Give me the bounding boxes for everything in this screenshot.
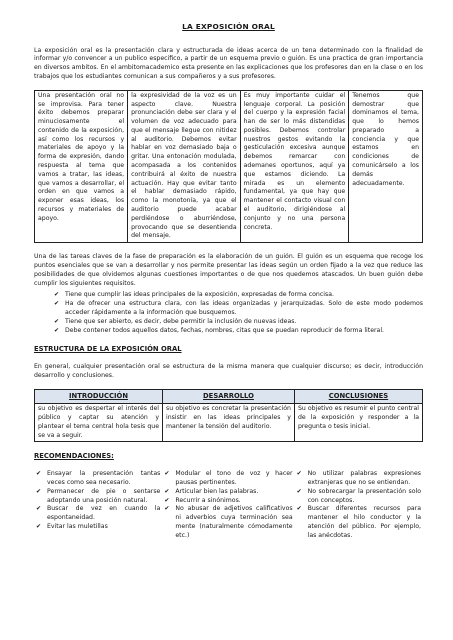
cell-desarrollo: su objetivo es concretar la presentación insistir en las ideas principales y mantener la tensión del auditorio. — [163, 404, 295, 442]
header-conclusiones: CONCLUSIONES — [294, 389, 422, 404]
list-item: ✔ Ha de ofrecer una estructura clara, con las ideas organizadas y jerarquizadas. Solo de este modo podemos acceder rápidamente a la información que busquemos. — [54, 300, 423, 318]
recomendaciones-heading: RECOMENDACIONES: — [34, 452, 114, 461]
list-item: ✔ Modular el tono de voz y hacer pausas pertinentes. — [164, 470, 292, 488]
list-item: ✔ Ensayar la presentación tantas veces como sea necesario. — [36, 470, 160, 488]
estructura-heading: ESTRUCTURA DE LA EXPOSICIÓN ORAL — [34, 345, 182, 354]
recomendaciones-col-3 — [295, 470, 423, 540]
list-item: ✔ Tiene que cumplir las ideas principales de la exposición, expresadas de forma concisa. — [54, 291, 423, 300]
list-item: ✔ No utilizar palabras expresiones extranjeras que no se entiendan. — [297, 470, 421, 488]
list-item: ✔ Tiene que ser abierto, es decir, debe permitir la inclusión de nuevas ideas. — [54, 318, 423, 327]
estructura-table — [34, 389, 423, 443]
list-item: ✔ Articular bien las palabras. — [164, 488, 292, 497]
list-item: ✔ No abusar de adjetivos calificativos ni adverbios cuya terminación sea mente (naturalmente cómodamente etc.) — [164, 505, 292, 540]
table-cell-lenguaje-corporal: Es muy importante cuidar el lenguaje corporal. La posición del cuerpo y la expresión facial han de ser lo más distendidas posibles. Debemos controlar nuestros gestos evitando la gesticulación excesiva aunque debemos remarcar con ademanes oportunos, aquí ya que estamos diciendo. La mirada es un elemento fundamental, ya que hay que mantener el contacto visual con el auditorio, dirigiéndose al conjunto y no una persona concreta. — [240, 90, 349, 243]
estructura-paragraph: En general, cualquier presentación oral se estructura de la misma manera que cualquier discurso; es decir, introducción desarrollo y conclusiones. — [34, 363, 423, 379]
list-item: ✔ No sobrecargar la presentación solo con conceptos. — [297, 488, 421, 506]
intro-paragraph: La exposición oral es la presentación clara y estructurada de ideas acerca de un tena determinado con la finalidad de informar y/o convencer a un publico especifico, a partir de un esquema previo o guión. Es una practica de gran importancia en diversos ambitos. En el ambitomacademico esta presente en las explicaciones que los profesores dan en la clase o en los trabajos que los estudiantes comunican a sus compañeros y a sus profesores. — [34, 46, 423, 80]
recomendaciones-columns — [34, 470, 423, 540]
recomendaciones-col-1 — [34, 470, 162, 540]
list-item: ✔ Recurrir a sinónimos. — [164, 497, 292, 506]
list-item: ✔ Buscar de vez en cuando la espontaneidad. — [36, 505, 160, 523]
list-item: ✔ Evitar las muletillas — [36, 523, 160, 532]
page-title: LA EXPOSICIÓN ORAL — [182, 22, 275, 31]
list-item: ✔ Debe contener todos aquellos datos, fechas, nombres, citas que se puedan reproducir de forma literal. — [54, 327, 423, 336]
table-cell-preparacion: Una presentación oral no se improvisa. Para tener éxito debemos preparar minuciosamente el contenido de la exposición, así como los recursos y materiales de apoyo y la forma de expresión, dando respuesta al tema que vamos a tratar, las ideas, que vamos a desarrollar, el orden en que vamos a exponer esas ideas, los recursos y materiales de apoyo. — [35, 90, 128, 243]
recomendaciones-list-2 — [164, 470, 292, 540]
recomendaciones-list-3 — [297, 470, 421, 540]
table-cell-dominio: Tenemos que demostrar que dominamos el tema, que lo hemos preparado a conciencia y que estamos en condiciones de comunicárselo a los demás adecuadamente. — [349, 90, 423, 243]
list-item: ✔ Buscar diferentes recursos para mantener el hilo conductor y la atención del público. Por ejemplo, las anécdotas. — [297, 505, 421, 540]
cell-introduccion: su objetivo es despertar el interés del público y captar su atención y plantear el tema central hola tesis que se va a seguir. — [35, 404, 163, 442]
cell-conclusiones: Su objetivo es resumir el punto central de la exposición y responder a la pregunta o tesis inicial. — [294, 404, 422, 442]
header-desarrollo: DESARROLLO — [163, 389, 295, 404]
recomendaciones-list-1 — [36, 470, 160, 532]
preparation-table — [34, 90, 423, 244]
requisitos-list — [54, 291, 423, 335]
guion-paragraph: Una de las tareas claves de la fase de preparación es la elaboración de un guión. El guión es un esquema que recoge los puntos esenciales que se van a desarrollar y nos permite presentar las ideas según un orden fijado a la vez que reduce las posibilidades de que olvidemos algunas cuestiones importantes o de que nos quedemos atascados. Un buen guión debe cumplir los siguientes requisitos. — [34, 253, 423, 287]
list-item: ✔ Permanecer de pie o sentarse adoptando una posición natural. — [36, 488, 160, 506]
header-introduccion: INTRODUCCIÓN — [35, 389, 163, 404]
table-cell-voz: la expresividad de la voz es un aspecto clave. Nuestra pronunciación debe ser clara y el volumen de voz adecuado para que el mensaje llegue con nitidez al auditorio. Debemos evitar hablar en voz demasiado baja o gritar. Una entonación modulada, acompasada a los contenidos contribuirá al éxito de nuestra actuación. Hay que evitar tanto el hablar demasiado rápido, como la monotonía, ya que el auditorio puede acabar perdiéndose o aburriéndose, provocando que se desentienda del mensaje. — [128, 90, 241, 243]
recomendaciones-col-2 — [162, 470, 294, 540]
